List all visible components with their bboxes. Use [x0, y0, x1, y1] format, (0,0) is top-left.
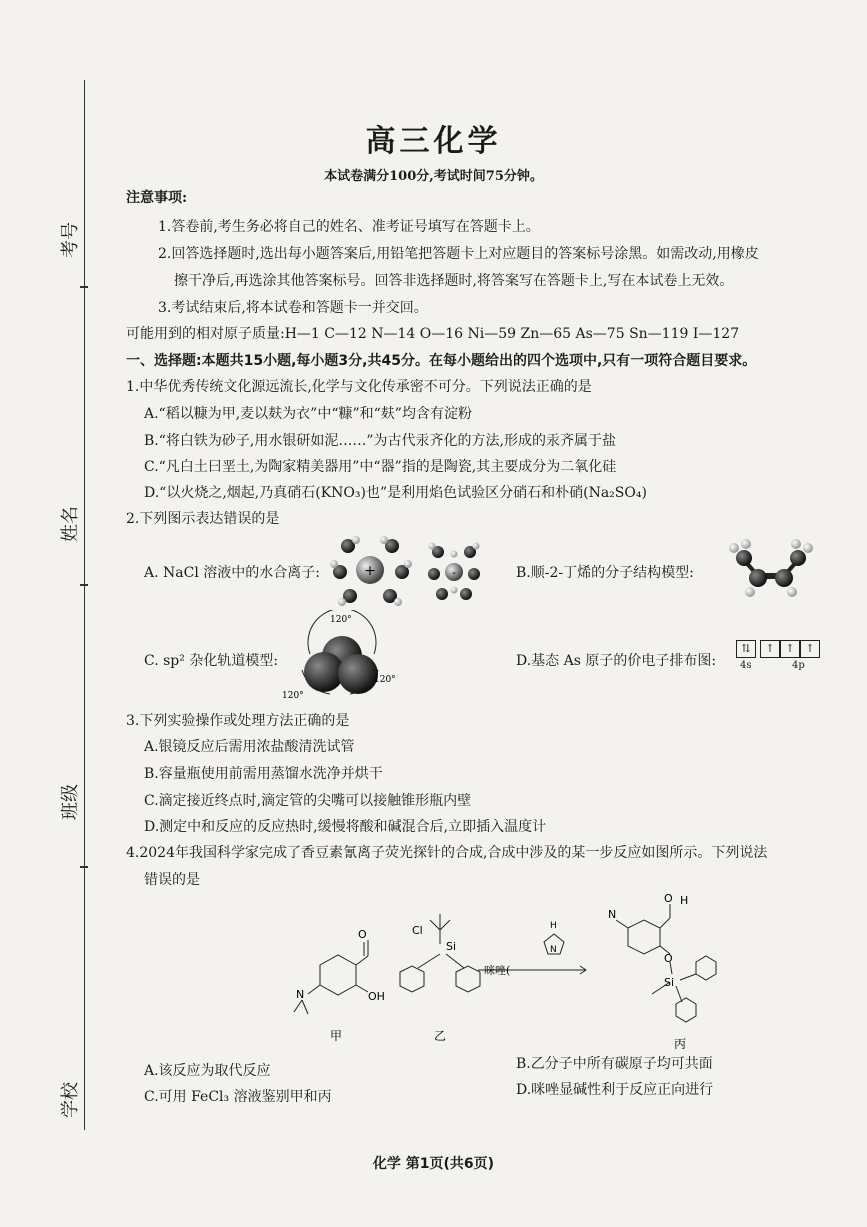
orbital-box-4s: ⇅	[736, 640, 756, 658]
atom-label: N	[296, 988, 305, 1001]
note-item: 擦干净后,再选涂其他答案标号。回答非选择题时,将答案写在答题卡上,写在本试卷上无效。	[174, 273, 734, 289]
question-3-stem: 3.下列实验操作或处理方法正确的是	[126, 713, 350, 729]
compound-label-jia: 甲	[330, 1029, 343, 1043]
orbital-box-4p: ↑	[800, 640, 820, 658]
blank-line	[80, 866, 88, 868]
orbital-4s-label: 4s	[740, 660, 752, 671]
note-item: 3.考试结束后,将本试卷和答题卡一并交回。	[158, 300, 428, 316]
angle-label-left: 120°	[282, 691, 304, 701]
atom-label: Cl	[412, 924, 423, 937]
question-4-stem: 4.2024年我国科学家完成了香豆素氰离子荧光探针的合成,合成中涉及的某一步反应如图所示。下列说法	[126, 845, 768, 861]
q4-option-a: A.该反应为取代反应	[144, 1063, 271, 1079]
sp2-orbital-model	[280, 610, 400, 702]
q4-option-d: D.咪唑显碱性利于反应正向进行	[516, 1082, 714, 1098]
angle-label-right: 120°	[374, 675, 396, 685]
atom-label: Si	[446, 940, 457, 953]
section-heading: 一、选择题:本题共15小题,每小题3分,共45分。在每小题给出的四个选项中,只有一项符合题目要求。	[126, 353, 757, 369]
q3-option-d: D.测定中和反应的反应热时,缓慢将酸和碱混合后,立即插入温度计	[144, 819, 547, 835]
binding-line	[84, 80, 85, 1130]
hydrated-ions-figure	[326, 530, 496, 610]
atom-label: N	[550, 945, 557, 955]
q2-option-c: C. sp² 杂化轨道模型:	[144, 653, 279, 669]
atomic-masses: 可能用到的相对原子质量:H—1 C—12 N—14 O—16 Ni—59 Zn—65 As—75 Sn—119 I—127	[126, 326, 740, 342]
reagent-label: 咪唑(	[484, 964, 511, 977]
side-label-class: 班级	[60, 784, 81, 820]
q3-option-c: C.滴定接近终点时,滴定管的尖嘴可以接触锥形瓶内壁	[144, 793, 472, 809]
page-footer: 化学 第1页(共6页)	[372, 1156, 495, 1172]
atom-label: O	[664, 952, 673, 965]
q1-option-b: B.“将白铁为砂子,用水银研如泥……”为古代汞齐化的方法,形成的汞齐属于盐	[144, 433, 616, 449]
q2-option-b: B.顺-2-丁烯的分子结构模型:	[516, 565, 694, 581]
exam-info: 本试卷满分100分,考试时间75分钟。	[324, 169, 543, 184]
atom-label: N	[608, 908, 617, 921]
minus-sign: -	[452, 566, 456, 579]
question-4-stem-cont: 错误的是	[144, 872, 200, 888]
atom-label: H	[680, 894, 689, 907]
q1-option-a: A.“稻以糠为甲,麦以麸为衣”中“糠”和“麸”均含有淀粉	[144, 406, 472, 422]
notes-heading: 注意事项:	[126, 190, 188, 206]
cis-2-butene-model	[724, 538, 824, 600]
q4-option-b: B.乙分子中所有碳原子均可共面	[516, 1056, 713, 1072]
blank-line	[80, 286, 88, 288]
compound-label-yi: 乙	[434, 1029, 447, 1043]
question-2-stem: 2.下列图示表达错误的是	[126, 511, 280, 527]
orbital-diagram	[736, 640, 820, 658]
q1-option-c: C.“凡白土曰垩土,为陶家精美器用”中“器”指的是陶瓷,其主要成分为二氧化硅	[144, 459, 617, 475]
q3-option-a: A.银镜反应后需用浓盐酸清洗试管	[144, 739, 355, 755]
question-1-stem: 1.中华优秀传统文化源远流长,化学与文化传承密不可分。下列说法正确的是	[126, 379, 592, 395]
side-label-exam-number: 考号	[60, 222, 81, 258]
atom-label: O	[664, 892, 673, 905]
q3-option-b: B.容量瓶使用前需用蒸馏水洗净并烘干	[144, 766, 383, 782]
compound-label-bing: 丙	[674, 1037, 687, 1050]
blank-line	[80, 584, 88, 586]
side-label-name: 姓名	[60, 506, 81, 542]
page-title: 高三化学	[365, 124, 502, 159]
q2-option-a: A. NaCl 溶液中的水合离子:	[144, 565, 320, 581]
q2-option-d: D.基态 As 原子的价电子排布图:	[516, 653, 717, 669]
orbital-box-4p: ↑	[760, 640, 780, 658]
reaction-scheme	[250, 890, 730, 1050]
q1-option-d: D.“以火烧之,烟起,乃真硝石(KNO₃)也”是利用焰色试验区分硝石和朴硝(Na₂SO₄)	[144, 485, 647, 501]
side-label-school: 学校	[60, 1082, 81, 1118]
orbital-box-4p: ↑	[780, 640, 800, 658]
note-item: 2.回答选择题时,选出每小题答案后,用铅笔把答题卡上对应题目的答案标号涂黑。如需改动,用橡皮	[158, 246, 759, 262]
atom-label: H	[550, 921, 557, 931]
orbital-4p-label: 4p	[792, 660, 805, 671]
plus-sign: +	[364, 563, 376, 579]
note-item: 1.答卷前,考生务必将自己的姓名、准考证号填写在答题卡上。	[158, 219, 540, 235]
atom-label: OH	[368, 990, 385, 1003]
atom-label: Si	[664, 976, 675, 989]
atom-label: O	[358, 928, 367, 941]
q4-option-c: C.可用 FeCl₃ 溶液鉴别甲和丙	[144, 1089, 332, 1105]
angle-label-top: 120°	[330, 615, 352, 625]
